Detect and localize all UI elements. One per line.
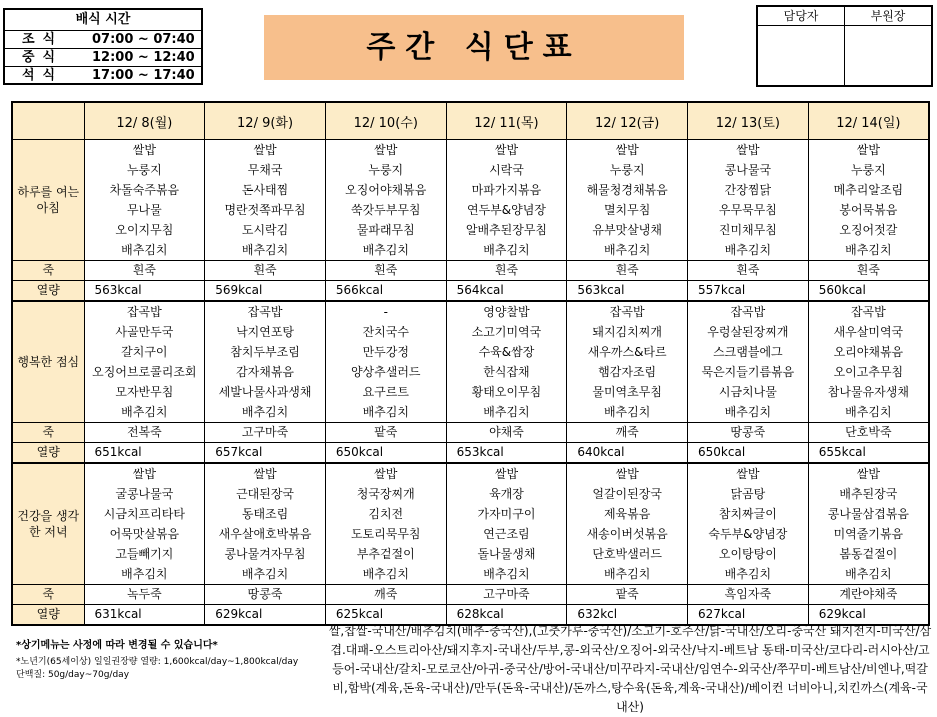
day-header: 12/ 12(금) (567, 102, 688, 140)
menu-item: 해물청경채볶음 (586, 183, 668, 197)
menu-item: 배추김치 (845, 243, 892, 257)
menu-item: 누룽지 (368, 163, 404, 177)
porridge-cell: 흰죽 (567, 261, 688, 281)
menu-item: 잡곡밥 (730, 305, 766, 319)
menu-item: 배추김치 (603, 567, 651, 581)
menu-item: 배추김치 (483, 405, 530, 419)
weekly-menu-table (11, 101, 930, 626)
menu-item: 새송이버섯볶음 (586, 527, 668, 541)
kcal-cell: 563kcal (84, 281, 205, 302)
menu-item: 연근조림 (483, 527, 530, 541)
porridge-cell: 흰죽 (205, 261, 326, 281)
menu-item: 물미역초무침 (592, 385, 662, 399)
menu-item: 배추김치 (362, 567, 409, 581)
menu-item: 만두강정 (362, 345, 409, 359)
menu-item: 도시락김 (241, 223, 289, 237)
kcal-cell: 566kcal (325, 281, 446, 302)
porridge-cell: 전복죽 (84, 423, 205, 443)
menu-item: 배추김치 (845, 405, 892, 419)
meal-label: 건강을 생각한 저녁 (12, 463, 84, 585)
menu-item: 시금치나물 (718, 385, 777, 399)
menu-item: 양상추샐러드 (350, 365, 421, 379)
kcal-cell: 560kcal (808, 281, 929, 302)
menu-item: 참치두부조림 (230, 345, 300, 359)
menu-item: 청국장찌개 (356, 487, 415, 501)
menu-item: 차돌숙주볶음 (109, 183, 180, 197)
menu-item: 오징어젓갈 (839, 223, 898, 237)
menu-item: 연두부&양념장 (467, 203, 546, 217)
menu-item: 스크램블에그 (713, 345, 783, 359)
menu-item: 새우살애호박볶음 (218, 527, 312, 541)
menu-item: 햄감자조림 (598, 365, 657, 379)
kcal-cell: 653kcal (446, 443, 567, 464)
kcal-label: 열량 (12, 281, 84, 302)
kcal-cell: 629kcal (808, 605, 929, 626)
menu-item: 우렁살된장찌개 (707, 325, 789, 339)
porridge-label: 죽 (12, 423, 84, 443)
menu-item: 잔치국수 (362, 325, 409, 339)
menu-item: 배추김치 (362, 243, 409, 257)
menu-item: 무채국 (247, 163, 283, 177)
meal-cell (567, 463, 688, 585)
menu-item: 김치전 (368, 507, 404, 521)
menu-item: 세발나물사과생채 (218, 385, 312, 399)
menu-item: 쌀밥 (736, 467, 760, 481)
meal-cell (567, 301, 688, 423)
porridge-cell: 흰죽 (325, 261, 446, 281)
menu-item: 낙지연포탕 (236, 325, 295, 339)
menu-item: 쌀밥 (253, 143, 277, 157)
menu-item: 요구르트 (362, 385, 409, 399)
meal-time-row-breakfast (5, 31, 201, 49)
meal-time-value: 17:00 ~ 17:40 (92, 68, 195, 83)
day-header: 12/ 14(일) (808, 102, 929, 140)
meal-cell (325, 140, 446, 261)
kcal-cell: 651kcal (84, 443, 205, 464)
meal-cell (808, 140, 929, 261)
date-header-row (12, 102, 929, 140)
menu-item: 배추김치 (724, 243, 772, 257)
menu-item: 배추김치 (845, 567, 892, 581)
menu-item: 콩나물겨자무침 (224, 547, 306, 561)
menu-item: 누룽지 (609, 163, 645, 177)
notes-block (16, 636, 336, 682)
menu-item: 돼지김치찌개 (592, 325, 662, 339)
menu-item: 얼갈이된장국 (592, 487, 662, 501)
menu-item: 물파래무침 (356, 223, 415, 237)
menu-item: 쌀밥 (736, 143, 760, 157)
change-notice: *상기메뉴는 사정에 따라 변경될 수 있습니다* (16, 640, 218, 651)
menu-item: 쌀밥 (132, 467, 156, 481)
meal-time-value: 07:00 ~ 07:40 (92, 32, 195, 47)
menu-item: 육개장 (489, 487, 524, 501)
menu-item: 봄동겉절이 (839, 547, 898, 561)
kcal-label: 열량 (12, 443, 84, 464)
kcal-row (12, 443, 929, 464)
porridge-cell: 야채죽 (446, 423, 567, 443)
kcal-label: 열량 (12, 605, 84, 626)
kcal-cell: 632kcl (567, 605, 688, 626)
menu-item: 쌀밥 (132, 143, 156, 157)
menu-item: 배추김치 (121, 405, 168, 419)
menu-item: 쌀밥 (856, 143, 880, 157)
meal-time-row-lunch (5, 49, 201, 67)
menu-item: 봉어묵볶음 (839, 203, 898, 217)
meal-cell (808, 301, 929, 423)
meal-cell (446, 140, 567, 261)
menu-item: 쌀밥 (856, 467, 880, 481)
menu-item: 무나물 (126, 203, 162, 217)
porridge-cell: 땅콩죽 (688, 423, 809, 443)
menu-item: 알배추된장무침 (465, 223, 548, 237)
menu-item: 굴콩나물국 (115, 487, 174, 501)
menu-item: 배추김치 (362, 405, 409, 419)
porridge-cell: 고구마죽 (446, 585, 567, 605)
kcal-cell: 655kcal (808, 443, 929, 464)
menu-item: 모자반무침 (115, 385, 174, 399)
porridge-cell: 단호박죽 (808, 423, 929, 443)
signature-area (845, 26, 931, 85)
menu-item: 오이지무침 (115, 223, 174, 237)
menu-item: 제육볶음 (603, 507, 651, 521)
porridge-row (12, 261, 929, 281)
meal-cell (205, 301, 326, 423)
menu-item: 소고기미역국 (471, 325, 542, 339)
menu-item: 사골만두국 (115, 325, 174, 339)
kcal-cell: 650kcal (688, 443, 809, 464)
menu-item: 배추김치 (121, 243, 168, 257)
kcal-cell: 625kcal (325, 605, 446, 626)
day-header: 12/ 9(화) (205, 102, 326, 140)
meal-time-value: 12:00 ~ 12:40 (92, 50, 195, 65)
kcal-cell: 629kcal (205, 605, 326, 626)
meal-cell (84, 301, 205, 423)
menu-item: 유부맛살냉채 (592, 223, 662, 237)
porridge-cell: 흰죽 (808, 261, 929, 281)
menu-item: 콩나물삼겹볶음 (827, 507, 909, 521)
porridge-row (12, 423, 929, 443)
meal-cell (325, 301, 446, 423)
porridge-cell: 팥죽 (567, 585, 688, 605)
meal-row (12, 140, 929, 261)
menu-item: 잡곡밥 (850, 305, 886, 319)
menu-item: 메추리알조림 (833, 183, 904, 197)
kcal-cell: 564kcal (446, 281, 567, 302)
menu-item: 쌀밥 (494, 143, 519, 157)
menu-item: 참나물유자생채 (827, 385, 909, 399)
kcal-cell: 569kcal (205, 281, 326, 302)
kcal-cell: 650kcal (325, 443, 446, 464)
porridge-cell: 흑임자죽 (688, 585, 809, 605)
day-header: 12/ 11(목) (446, 102, 567, 140)
porridge-cell: 깨죽 (567, 423, 688, 443)
meal-time-label: 중식 (21, 50, 64, 65)
kcal-cell: 657kcal (205, 443, 326, 464)
meal-cell (205, 463, 326, 585)
porridge-cell: 흰죽 (84, 261, 205, 281)
meal-cell (688, 463, 809, 585)
porridge-cell: 녹두죽 (84, 585, 205, 605)
menu-item: 배추김치 (241, 567, 289, 581)
menu-item: 근대된장국 (236, 487, 295, 501)
kcal-cell: 631kcal (84, 605, 205, 626)
meal-label: 하루를 여는 아침 (12, 140, 84, 261)
menu-item: 황태오이무침 (471, 385, 542, 399)
menu-item: 시락국 (489, 163, 524, 177)
menu-item: 잡곡밥 (126, 305, 162, 319)
porridge-cell: 고구마죽 (205, 423, 326, 443)
menu-item: 배추김치 (724, 405, 772, 419)
menu-item: 쌀밥 (494, 467, 519, 481)
meal-times-box (3, 8, 203, 85)
porridge-cell: 땅콩죽 (205, 585, 326, 605)
menu-item: 배추김치 (241, 243, 289, 257)
kcal-cell: 628kcal (446, 605, 567, 626)
menu-item: 오리야채볶음 (833, 345, 904, 359)
approval-header: 부원장 (845, 7, 931, 26)
menu-item: 새우까스&타르 (587, 345, 667, 359)
day-header: 12/ 8(월) (84, 102, 205, 140)
meal-cell (84, 140, 205, 261)
origin-info: 쌀,찹쌀-국내산/배추김치(배추-중국산),(고춧가루-중국산)/소고기-호주산/닭-국내산/오리-중국산 돼지전지-미국산/삼겹.대패-오스트리아산/돼지후지-국내산/두부,콩-외국산/오징어-외국산/낙지-베트남 동태-미국산/코다리-러시아산/고등어-국내산/갈치-모로코산/아귀-중국산/방어-국내산/미꾸라지-국내산/임연수-외국산/쭈꾸미-베트남산/비엔나,떡갈비,함박(계육,돈육-국내산)/만두(돈육-국내산)/돈까스,탕수육(돈육,계육-국내산)/베이컨 너비아니,치킨까스(계육-국내산) (328, 624, 932, 714)
meal-cell (325, 463, 446, 585)
menu-item: 부추겉절이 (356, 547, 415, 561)
menu-item: 명란젓쪽파무침 (224, 203, 306, 217)
menu-item: 도토리묵무침 (350, 527, 421, 541)
menu-item: 배추김치 (241, 405, 289, 419)
menu-item: 수육&쌈장 (478, 345, 535, 359)
menu-item: 우무묵무침 (718, 203, 777, 217)
meal-cell (84, 463, 205, 585)
meal-time-label: 석식 (21, 68, 64, 83)
menu-item: 돌나물생채 (477, 547, 536, 561)
kcal-row (12, 281, 929, 302)
menu-item: 마파가지볶음 (471, 183, 542, 197)
approval-header: 담당자 (758, 7, 844, 26)
day-header: 12/ 13(토) (688, 102, 809, 140)
signature-area (758, 26, 844, 85)
porridge-cell: 팥죽 (325, 423, 446, 443)
menu-item: 배추김치 (603, 243, 651, 257)
menu-item: 배추김치 (121, 567, 168, 581)
menu-item: 오이고추무침 (833, 365, 904, 379)
menu-item: 단호박샐러드 (592, 547, 662, 561)
meal-cell (446, 463, 567, 585)
menu-item: - (383, 305, 388, 319)
menu-item: 참치짜글이 (718, 507, 777, 521)
menu-item: 멸치무침 (603, 203, 651, 217)
menu-item: 동태조림 (241, 507, 289, 521)
menu-item: 갈치구이 (121, 345, 168, 359)
menu-item: 오징어브로콜리조회 (92, 365, 197, 379)
meal-cell (446, 301, 567, 423)
meal-row (12, 301, 929, 423)
menu-item: 어묵맛살볶음 (109, 527, 180, 541)
menu-item: 콩나물국 (724, 163, 772, 177)
approval-box (756, 5, 933, 87)
menu-item: 쑥갓두부무침 (350, 203, 421, 217)
approval-column-manager (758, 7, 844, 85)
menu-item: 시금치프리타타 (103, 507, 185, 521)
meal-time-label: 조식 (21, 32, 64, 47)
approval-column-director (844, 7, 931, 85)
kcal-cell: 563kcal (567, 281, 688, 302)
menu-item: 배추김치 (603, 405, 651, 419)
meal-label: 행복한 점심 (12, 301, 84, 423)
menu-item: 영양찰밥 (483, 305, 530, 319)
menu-item: 누룽지 (126, 163, 162, 177)
meal-cell (688, 140, 809, 261)
table-corner (12, 102, 84, 140)
porridge-label: 죽 (12, 261, 84, 281)
menu-item: 배추김치 (483, 243, 530, 257)
menu-item: 쌀밥 (615, 143, 639, 157)
meal-cell (808, 463, 929, 585)
meal-times-title: 배식 시간 (5, 10, 201, 31)
menu-item: 오이탕탕이 (718, 547, 777, 561)
porridge-cell: 흰죽 (446, 261, 567, 281)
porridge-label: 죽 (12, 585, 84, 605)
kcal-cell: 640kcal (567, 443, 688, 464)
menu-item: 누룽지 (850, 163, 886, 177)
menu-item: 쌀밥 (374, 467, 398, 481)
kcal-cell: 627kcal (688, 605, 809, 626)
menu-item: 잡곡밥 (609, 305, 645, 319)
menu-item: 감자채볶음 (236, 365, 295, 379)
menu-item: 배추김치 (724, 567, 772, 581)
menu-item: 새우살미역국 (833, 325, 904, 339)
porridge-cell: 흰죽 (688, 261, 809, 281)
weekly-menu-body (12, 102, 929, 625)
menu-item: 배추된장국 (839, 487, 898, 501)
menu-item: 쌀밥 (615, 467, 639, 481)
menu-item: 간장찜닭 (724, 183, 772, 197)
meal-row (12, 463, 929, 585)
menu-item: 닭곰탕 (730, 487, 766, 501)
day-header: 12/ 10(수) (325, 102, 446, 140)
meal-cell (567, 140, 688, 261)
menu-item: 진미채무침 (718, 223, 777, 237)
page-title: 주간 식단표 (264, 15, 684, 80)
menu-item: 돈사태찜 (241, 183, 289, 197)
intake-note-protein: 단백질: 50g/day~70g/day (16, 670, 130, 680)
menu-item: 한식잡채 (483, 365, 530, 379)
menu-item: 가자미구이 (477, 507, 536, 521)
meal-cell (205, 140, 326, 261)
porridge-cell: 계란야채죽 (808, 585, 929, 605)
menu-item: 쌀밥 (374, 143, 398, 157)
menu-item: 고들빼기지 (115, 547, 174, 561)
menu-item: 오징어야채볶음 (345, 183, 427, 197)
kcal-cell: 557kcal (688, 281, 809, 302)
menu-item: 쌀밥 (253, 467, 277, 481)
menu-item: 미역줄기볶음 (833, 527, 904, 541)
porridge-cell: 깨죽 (325, 585, 446, 605)
meal-time-row-dinner (5, 67, 201, 84)
meal-cell (688, 301, 809, 423)
intake-note-energy: *노년기(65세이상) 일일권장량 열량: 1,600kcal/day~1,800kcal/day (16, 657, 299, 667)
menu-item: 잡곡밥 (247, 305, 283, 319)
menu-item: 묵은지들기름볶음 (701, 365, 795, 379)
menu-item: 배추김치 (483, 567, 530, 581)
menu-item: 숙두부&양념장 (708, 527, 788, 541)
porridge-row (12, 585, 929, 605)
